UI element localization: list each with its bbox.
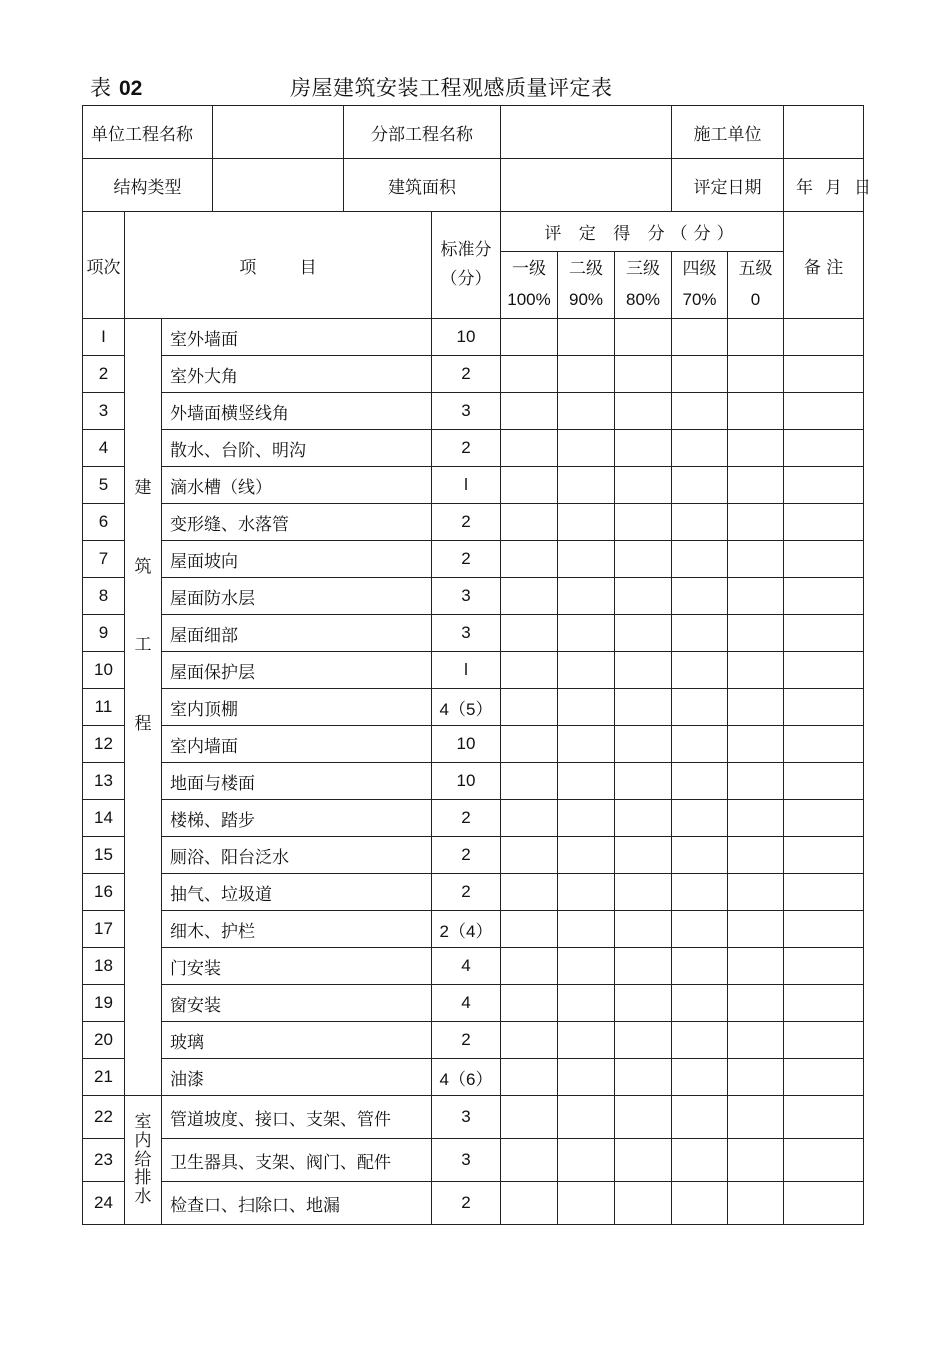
row-item: 检查口、扫除口、地漏 [162,1182,432,1225]
row-seq: 4 [83,430,125,467]
group-char: 工 [134,635,152,656]
grade-4-cell[interactable] [672,1096,728,1139]
row-seq: 2 [83,356,125,393]
row-item: 屋面防水层 [162,578,432,615]
grade-3-cell[interactable] [615,1096,672,1139]
grade-5-cell[interactable] [728,578,784,615]
grade-4-cell[interactable] [672,356,728,393]
grade-1-cell[interactable] [501,726,558,763]
grade-3-cell[interactable] [615,763,672,800]
grade-4-cell[interactable] [672,615,728,652]
contractor-label: 施工单位 [672,106,784,159]
remark-cell[interactable] [784,763,864,800]
row-std-score: 2 [432,1022,501,1059]
grade-4-cell[interactable] [672,763,728,800]
grade-2-cell[interactable] [558,1182,615,1225]
remark-cell[interactable] [784,504,864,541]
remark-cell[interactable] [784,726,864,763]
row-std-score: 2 [432,837,501,874]
group-building [125,319,162,1096]
table-row [83,948,864,985]
table-row [83,652,864,689]
grade-1-cell[interactable] [501,430,558,467]
grade-4-cell[interactable] [672,467,728,504]
grade-4-cell[interactable] [672,985,728,1022]
remark-cell[interactable] [784,911,864,948]
grade-2-cell[interactable] [558,430,615,467]
grade-1-header: 一级 100% [501,252,558,319]
grade-3-cell[interactable] [615,948,672,985]
grade-4-cell[interactable] [672,1139,728,1182]
row-std-score: 2 [432,356,501,393]
row-item: 抽气、垃圾道 [162,874,432,911]
grade-2-cell[interactable] [558,356,615,393]
grade-5-cell[interactable] [728,874,784,911]
grade-3-cell[interactable] [615,1022,672,1059]
grade-4-cell[interactable] [672,689,728,726]
grade-1-cell[interactable] [501,948,558,985]
remark-header: 备 注 [784,212,864,319]
row-std-score: l [432,467,501,504]
row-seq: 15 [83,837,125,874]
row-std-score: 3 [432,578,501,615]
group-char: 室 [134,1112,152,1133]
grade-3-cell[interactable] [615,652,672,689]
table-row [83,1139,864,1182]
grade-4-cell[interactable] [672,504,728,541]
table-row [83,763,864,800]
grade-1-cell[interactable] [501,578,558,615]
group-char: 建 [134,478,152,498]
grade-1-cell[interactable] [501,319,558,356]
grade-2-cell[interactable] [558,874,615,911]
grade-1-cell[interactable] [501,1096,558,1139]
grade-4-cell[interactable] [672,726,728,763]
grade-2-cell[interactable] [558,615,615,652]
grade-2-cell[interactable] [558,467,615,504]
row-std-score: 2 [432,504,501,541]
grade-3-cell[interactable] [615,1182,672,1225]
area-label: 建筑面积 [344,159,501,212]
remark-cell[interactable] [784,689,864,726]
grade-5-cell[interactable] [728,393,784,430]
grade-3-header: 三级 80% [615,252,672,319]
grade-2-cell[interactable] [558,763,615,800]
row-item: 卫生器具、支架、阀门、配件 [162,1139,432,1182]
grade-4-cell[interactable] [672,1059,728,1096]
row-item: 室外大角 [162,356,432,393]
row-std-score: 2 [432,874,501,911]
grade-3-cell[interactable] [615,1059,672,1096]
grade-4-cell[interactable] [672,578,728,615]
grade-5-cell[interactable] [728,319,784,356]
remark-cell[interactable] [784,837,864,874]
table-row [83,1096,864,1139]
table-row [83,615,864,652]
row-seq: 23 [83,1139,125,1182]
date-month: 月 [825,177,843,198]
grade-2-cell[interactable] [558,1139,615,1182]
grade-3-cell[interactable] [615,911,672,948]
grade-4-cell[interactable] [672,1022,728,1059]
table-row [83,319,864,356]
row-std-score: l [432,652,501,689]
row-seq: 14 [83,800,125,837]
row-seq: 13 [83,763,125,800]
table-row [83,578,864,615]
row-seq: 5 [83,467,125,504]
row-seq: 6 [83,504,125,541]
grade-2-cell[interactable] [558,652,615,689]
grade-1-cell[interactable] [501,874,558,911]
row-item: 细木、护栏 [162,911,432,948]
grade-1-cell[interactable] [501,356,558,393]
table-row [83,541,864,578]
table-row [83,1182,864,1225]
row-seq: 17 [83,911,125,948]
remark-cell[interactable] [784,430,864,467]
remark-cell[interactable] [784,578,864,615]
grade-1-cell[interactable] [501,1139,558,1182]
grade-1-cell[interactable] [501,615,558,652]
table-row [83,1022,864,1059]
row-std-score: 2 [432,541,501,578]
table-row [83,726,864,763]
row-std-score: 4（5） [432,689,501,726]
sub-project-label: 分部工程名称 [344,106,501,159]
grade-5-cell[interactable] [728,1059,784,1096]
row-item: 楼梯、踏步 [162,800,432,837]
row-seq: 12 [83,726,125,763]
remark-cell[interactable] [784,985,864,1022]
remark-cell[interactable] [784,948,864,985]
date-year: 年 [796,177,814,198]
std-score-header: 标准分 （分） [432,212,501,319]
table-number: 表 02 [90,76,143,100]
grade-1-cell[interactable] [501,1022,558,1059]
contractor-value[interactable] [784,106,864,159]
row-seq: 7 [83,541,125,578]
row-item: 管道坡度、接口、支架、管件 [162,1096,432,1139]
row-seq: 20 [83,1022,125,1059]
row-std-score: 3 [432,393,501,430]
table-row [83,467,864,504]
row-std-score: 3 [432,1139,501,1182]
grade-4-cell[interactable] [672,874,728,911]
row-std-score: 10 [432,763,501,800]
column-header-row-1 [83,212,864,252]
table-row [83,911,864,948]
row-std-score: 3 [432,615,501,652]
row-item: 屋面保护层 [162,652,432,689]
remark-cell[interactable] [784,874,864,911]
table-row [83,393,864,430]
grade-5-cell[interactable] [728,504,784,541]
table-row [83,1059,864,1096]
grade-2-cell[interactable] [558,837,615,874]
grade-2-cell[interactable] [558,319,615,356]
row-std-score: 2 [432,1182,501,1225]
grade-4-cell[interactable] [672,430,728,467]
grade-5-header: 五级 0 [728,252,784,319]
row-std-score: 4 [432,948,501,985]
grade-1-cell[interactable] [501,504,558,541]
grade-5-cell[interactable] [728,1096,784,1139]
row-item: 室外墙面 [162,319,432,356]
grade-5-cell[interactable] [728,911,784,948]
date-value[interactable] [784,159,872,212]
grade-5-cell[interactable] [728,985,784,1022]
grade-2-cell[interactable] [558,1096,615,1139]
grade-1-cell[interactable] [501,541,558,578]
row-std-score: 4 [432,985,501,1022]
sub-project-value[interactable] [501,106,672,159]
row-item: 门安装 [162,948,432,985]
grade-5-cell[interactable] [728,467,784,504]
row-seq: 16 [83,874,125,911]
row-seq: 8 [83,578,125,615]
grade-1-cell[interactable] [501,467,558,504]
grade-1-cell[interactable] [501,985,558,1022]
table-row [83,504,864,541]
unit-project-label: 单位工程名称 [83,106,213,159]
row-seq: 24 [83,1182,125,1225]
grade-4-cell[interactable] [672,393,728,430]
grade-1-cell[interactable] [501,652,558,689]
table-row [83,356,864,393]
remark-cell[interactable] [784,652,864,689]
table-row [83,800,864,837]
grade-2-cell[interactable] [558,726,615,763]
grade-3-cell[interactable] [615,615,672,652]
row-item: 滴水槽（线） [162,467,432,504]
grade-4-cell[interactable] [672,948,728,985]
row-seq: I [83,319,125,356]
row-item: 室内墙面 [162,726,432,763]
grade-3-cell[interactable] [615,800,672,837]
row-seq: 9 [83,615,125,652]
grade-5-cell[interactable] [728,1139,784,1182]
grade-5-cell[interactable] [728,1182,784,1225]
grade-4-cell[interactable] [672,652,728,689]
grade-2-cell[interactable] [558,911,615,948]
grade-3-cell[interactable] [615,504,672,541]
grade-5-cell[interactable] [728,615,784,652]
row-item: 窗安装 [162,985,432,1022]
grade-3-cell[interactable] [615,393,672,430]
grade-5-cell[interactable] [728,800,784,837]
structure-label: 结构类型 [83,159,213,212]
grade-1-cell[interactable] [501,837,558,874]
group-char: 水 [134,1187,152,1208]
grade-5-cell[interactable] [728,1022,784,1059]
remark-cell[interactable] [784,1182,864,1225]
grade-5-cell[interactable] [728,541,784,578]
grade-4-cell[interactable] [672,541,728,578]
grade-3-cell[interactable] [615,985,672,1022]
item-header: 项 目 [125,212,432,319]
grade-1-cell[interactable] [501,1059,558,1096]
remark-cell[interactable] [784,467,864,504]
grade-4-header: 四级 70% [672,252,728,319]
grade-3-cell[interactable] [615,319,672,356]
group-char: 程 [134,714,152,735]
date-label: 评定日期 [672,159,784,212]
grade-2-cell[interactable] [558,1059,615,1096]
date-day: 日 [854,177,872,198]
seq-header: 项次 [83,212,125,319]
unit-project-value[interactable] [213,106,344,159]
grade-4-cell[interactable] [672,911,728,948]
grade-5-cell[interactable] [728,356,784,393]
row-std-score: 10 [432,726,501,763]
group-plumbing [125,1096,162,1225]
grade-3-cell[interactable] [615,356,672,393]
grade-2-cell[interactable] [558,689,615,726]
info-row-2 [83,159,864,212]
grade-3-cell[interactable] [615,467,672,504]
group-char: 筑 [134,556,152,577]
grade-2-cell[interactable] [558,578,615,615]
grade-1-cell[interactable] [501,1182,558,1225]
grade-5-cell[interactable] [728,763,784,800]
grade-2-cell[interactable] [558,1022,615,1059]
row-item: 外墙面横竖线角 [162,393,432,430]
row-item: 室内顶棚 [162,689,432,726]
remark-cell[interactable] [784,319,864,356]
grade-2-cell[interactable] [558,985,615,1022]
grade-5-cell[interactable] [728,430,784,467]
grade-5-cell[interactable] [728,726,784,763]
row-seq: 3 [83,393,125,430]
table-row [83,430,864,467]
grade-5-cell[interactable] [728,948,784,985]
page-title: 房屋建筑安装工程观感质量评定表 [290,76,613,100]
row-std-score: 2 [432,800,501,837]
row-item: 变形缝、水落管 [162,504,432,541]
grade-2-cell[interactable] [558,393,615,430]
group-char: 内 [134,1130,152,1151]
row-seq: 18 [83,948,125,985]
grade-3-cell[interactable] [615,689,672,726]
remark-cell[interactable] [784,1139,864,1182]
assessment-table [82,105,872,1225]
row-item: 屋面坡向 [162,541,432,578]
rating-group-header: 评 定 得 分（分） [501,212,784,252]
row-seq: 19 [83,985,125,1022]
grade-1-cell[interactable] [501,763,558,800]
row-item: 油漆 [162,1059,432,1096]
row-std-score: 4（6） [432,1059,501,1096]
structure-value[interactable] [213,159,344,212]
row-seq: 11 [83,689,125,726]
row-item: 散水、台阶、明沟 [162,430,432,467]
info-row-1 [83,106,864,159]
table-row [83,874,864,911]
remark-cell[interactable] [784,1096,864,1139]
grade-3-cell[interactable] [615,726,672,763]
grade-3-cell[interactable] [615,1139,672,1182]
row-std-score: 3 [432,1096,501,1139]
table-row [83,837,864,874]
grade-1-cell[interactable] [501,689,558,726]
grade-3-cell[interactable] [615,578,672,615]
grade-2-cell[interactable] [558,504,615,541]
grade-2-header: 二级 90% [558,252,615,319]
remark-cell[interactable] [784,356,864,393]
row-item: 玻璃 [162,1022,432,1059]
grade-3-cell[interactable] [615,430,672,467]
grade-1-cell[interactable] [501,393,558,430]
group-char: 排 [134,1168,152,1189]
remark-cell[interactable] [784,1022,864,1059]
remark-cell[interactable] [784,800,864,837]
row-std-score: 2 [432,430,501,467]
grade-5-cell[interactable] [728,652,784,689]
grade-3-cell[interactable] [615,837,672,874]
grade-3-cell[interactable] [615,541,672,578]
table-number-value: 02 [119,77,143,100]
grade-2-cell[interactable] [558,948,615,985]
grade-1-cell[interactable] [501,800,558,837]
table-row [83,689,864,726]
row-seq: 22 [83,1096,125,1139]
table-row [83,985,864,1022]
group-char: 给 [134,1149,152,1170]
remark-cell[interactable] [784,393,864,430]
grade-5-cell[interactable] [728,689,784,726]
area-value[interactable] [501,159,672,212]
title-row [88,70,868,104]
row-item: 屋面细部 [162,615,432,652]
grade-5-cell[interactable] [728,837,784,874]
grade-2-cell[interactable] [558,800,615,837]
grade-4-cell[interactable] [672,800,728,837]
remark-cell[interactable] [784,615,864,652]
grade-3-cell[interactable] [615,874,672,911]
grade-4-cell[interactable] [672,837,728,874]
row-item: 地面与楼面 [162,763,432,800]
grade-4-cell[interactable] [672,1182,728,1225]
row-item: 厕浴、阳台泛水 [162,837,432,874]
row-std-score: 2（4） [432,911,501,948]
grade-4-cell[interactable] [672,319,728,356]
row-seq: 21 [83,1059,125,1096]
remark-cell[interactable] [784,1059,864,1096]
row-std-score: 10 [432,319,501,356]
grade-1-cell[interactable] [501,911,558,948]
remark-cell[interactable] [784,541,864,578]
row-seq: 10 [83,652,125,689]
grade-2-cell[interactable] [558,541,615,578]
